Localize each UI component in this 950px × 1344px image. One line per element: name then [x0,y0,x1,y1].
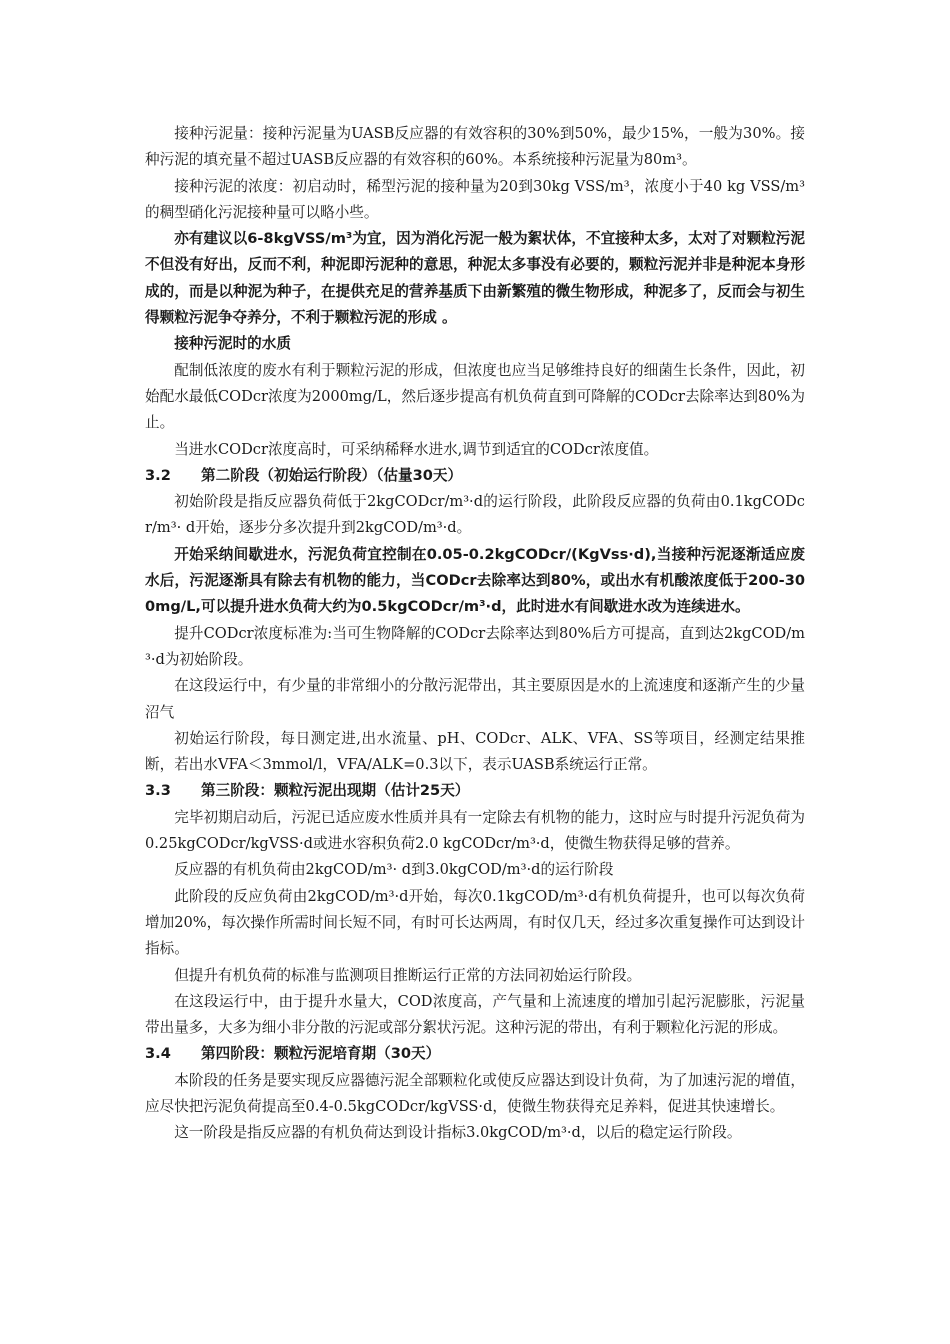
paragraph-organic-load-range: 反应器的有机负荷由2kgCOD/m³· d到3.0kgCOD/m³·d的运行阶段 [174,861,614,879]
paragraph-stable-stage: 这一阶段是指反应器的有机负荷达到设计指标3.0kgCOD/m³·d，以后的稳定运行阶段。 [174,1124,742,1142]
section-title: 第三阶段：颗粒污泥出现期（估计25天） [201,782,470,800]
section-heading-3-3 [145,778,805,804]
paragraph-same-method: 但提升有机负荷的标准与监测项目推断运行正常的方法同初始运行阶段。 [174,966,642,984]
paragraph-low-concentration: 配制低浓度的废水有利于颗粒污泥的形成，但浓度也应当足够维持良好的细菌生长条件，因此，初始配水最低CODcr浓度为2000mg/L，然后逐步提高有机负荷直到可降解的CODcr去除率达到80%为止。 [145,361,805,432]
section-title: 第二阶段（初始运行阶段）（估量30天） [201,466,463,484]
section-heading-3-4 [145,1041,805,1067]
section-number: 3.4 [145,1045,171,1063]
section-title: 第四阶段：颗粒污泥培育期（30天） [201,1045,441,1063]
subheading-water-quality: 接种污泥时的水质 [174,335,291,353]
document-page [145,121,805,1147]
section-number: 3.2 [145,466,171,484]
paragraph-sludge-washout: 在这段运行中，有少量的非常细小的分散污泥带出，其主要原因是水的上流速度和逐渐产生的少量沼气 [145,677,805,721]
paragraph-initial-stage: 初始阶段是指反应器负荷低于2kgCODcr/m³·d的运行阶段，此阶段反应器的负荷由0.1kgCODcr/m³· d开始，逐步分多次提升到2kgCOD/m³·d。 [145,493,805,537]
paragraph-recommendation: 亦有建议以6-8kgVSS/m³为宜，因为消化污泥一般为絮状体，不宜接种太多，太对了对颗粒污泥不但没有好出，反而不利，种泥即污泥种的意思，种泥太多事没有必要的，颗粒污泥并非是种泥本身形成的，而是以种泥为种子，在提供充足的营养基质下由新繁殖的微生物形成，种泥多了，反而会与初生得颗粒污泥争夺养分，不利于颗粒污泥的形成 。 [145,230,805,327]
paragraph-intermittent-feed: 开始采纳间歇进水，污泥负荷宜控制在0.05-0.2kgCODcr/(KgVss·d),当接种污泥逐渐适应废水后，污泥逐渐具有除去有机物的能力，当CODcr去除率达到80%，或出水有机酸浓度低于200-300mg/L,可以提升进水负荷大约为0.5kgCODcr/m³·d，此时进水有间歇进水改为连续进水。 [145,545,805,616]
section-heading-3-2 [145,463,805,489]
paragraph-monitoring: 初始运行阶段，每日测定进,出水流量、pH、CODcr、ALK、VFA、SS等项目，经测定结果推断，若出水VFA＜3mmol/l，VFA/ALK=0.3以下，表示UASB系统运行正常。 [145,729,805,774]
paragraph-sludge-expansion: 在这段运行中，由于提升水量大，COD浓度高，产气量和上流速度的增加引起污泥膨胀，污泥量带出量多，大多为细小非分散的污泥或部分絮状污泥。这种污泥的带出，有利于颗粒化污泥的形成。 [145,992,805,1037]
paragraph-inoculum-amount: 接种污泥量：接种污泥量为UASB反应器的有效容积的30%到50%，最少15%，一般为30%。接种污泥的填充量不超过UASB反应器的有效容积的60%。本系统接种污泥量为80m³。 [145,125,805,169]
paragraph-cod-standard: 提升CODcr浓度标准为:当可生物降解的CODcr去除率达到80%后方可提高，直到达2kgCOD/m³·d为初始阶段。 [145,624,805,668]
paragraph-load-increase: 完毕初期启动后，污泥已适应废水性质并具有一定除去有机物的能力，这时应与时提升污泥负荷为0.25kgCODcr/kgVSS·d或进水容积负荷2.0 kgCODcr/m³·d，使微生物获得足够的营养。 [145,808,805,853]
paragraph-inoculum-concentration: 接种污泥的浓度：初启动时，稀型污泥的接种量为20到30kg VSS/m³，浓度小于40 kg VSS/m³的稠型硝化污泥接种量可以略小些。 [145,177,805,221]
paragraph-granulation-task: 本阶段的任务是要实现反应器德污泥全部颗粒化或使反应器达到设计负荷，为了加速污泥的增值，应尽快把污泥负荷提高至0.4-0.5kgCODcr/kgVSS·d，使微生物获得充足养料，促进其快速增长。 [145,1071,805,1115]
section-number: 3.3 [145,782,171,800]
paragraph-stepwise-load: 此阶段的反应负荷由2kgCOD/m³·d开始，每次0.1kgCOD/m³·d有机负荷提升，也可以每次负荷增加20%，每次操作所需时间长短不同，有时可长达两周，有时仅几天，经过多次重复操作可达到设计指标。 [145,887,805,958]
paragraph-dilution: 当进水CODcr浓度高时，可采纳稀释水进水,调节到适宜的CODcr浓度值。 [174,440,659,458]
